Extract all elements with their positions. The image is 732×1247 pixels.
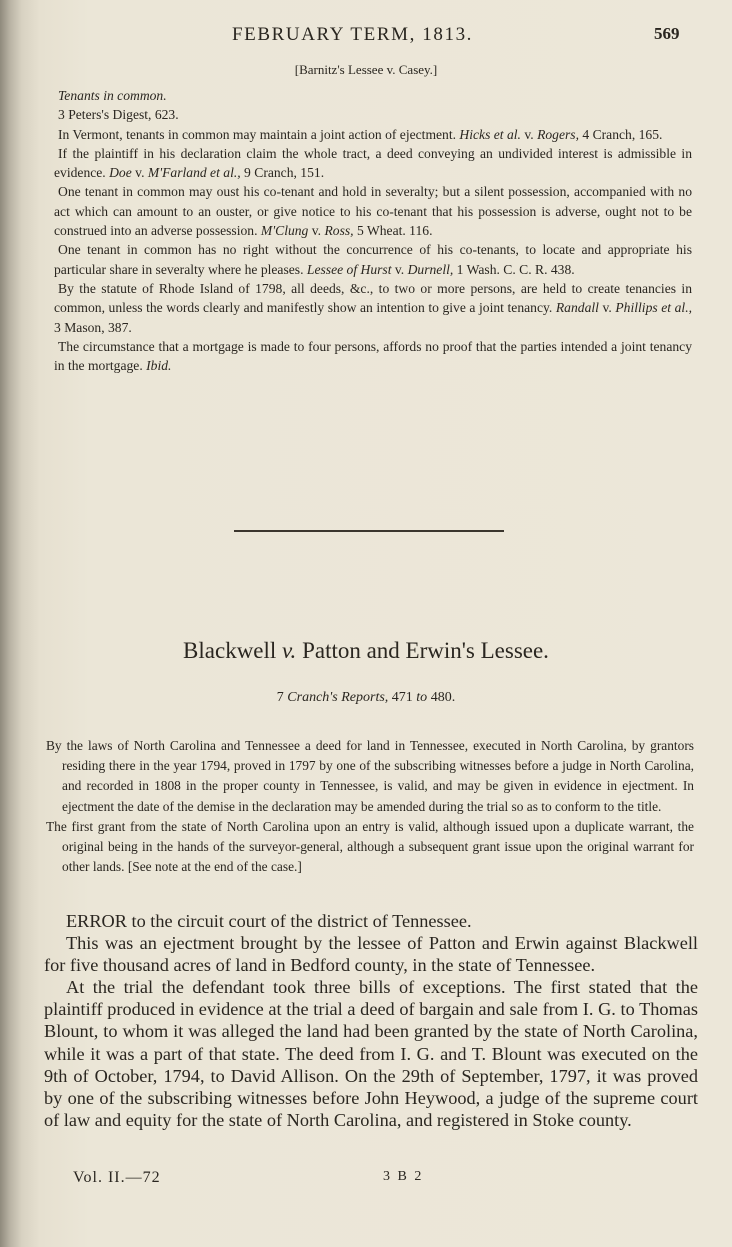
case-party: Lessee of Hurst: [306, 261, 392, 277]
cite-reporter: Cranch's Reports,: [287, 690, 389, 705]
volume-marker: Vol. II.—72: [73, 1169, 161, 1186]
page-footer: [0, 1167, 732, 1197]
syllabus: [46, 736, 694, 877]
note-text: If the plaintiff in his declaration claim the whole tract, a deed conveying an undivided interest is admissible in evidence.: [54, 145, 692, 181]
case-title: [0, 638, 732, 664]
page-number: 569: [654, 24, 680, 43]
body-paragraph: At the trial the defendant took three bills of exceptions. The first stated that the plaintiff produced in evidence at the trial a deed of bargain and sale from I. G. to Thomas Blount, to whom it was alleged the land had been granted by the state of North Carolina, while it was a part of that state. The deed from I. G. and T. Blount was executed on the 9th of October, 1794, to David Allison. On the 29th of September, 1797, it was proved by one of the subscribing witnesses before John Heywood, a judge of the supreme court of law and equity for the state of North Carolina, and registered in Stoke county.: [44, 977, 698, 1130]
note-declaration: [54, 144, 692, 183]
case-citation: 4 Cranch, 165.: [578, 126, 663, 142]
note-text: The circumstance that a mortgage is made to four persons, affords no proof that the parties intended a joint tenancy in the mortgage.: [54, 338, 692, 374]
note-mortgage: [54, 337, 692, 376]
case-party: Durnell,: [407, 261, 454, 277]
note-text: In Vermont, tenants in common may maintain a joint action of ejectment.: [58, 126, 460, 142]
case-versus: v.: [131, 165, 148, 181]
note-vermont: [54, 125, 692, 144]
case-body: [44, 910, 698, 1131]
body-paragraph: This was an ejectment brought by the lessee of Patton and Erwin against Blackwell for five thousand acres of land in Bedford county, in the state of Tennessee.: [44, 933, 698, 976]
case-citation: 3 Mason, 387.: [54, 319, 132, 335]
case-title-party: Blackwell: [183, 638, 283, 663]
case-party: Ross,: [324, 223, 354, 239]
case-versus: v.: [520, 126, 538, 142]
case-party: Randall: [555, 300, 599, 316]
body-paragraph: ERROR to the circuit court of the district of Tennessee.: [66, 911, 472, 931]
note-heading-text: Tenants in common.: [58, 88, 167, 103]
case-citation-ibid: Ibid.: [146, 358, 172, 374]
running-title: FEBRUARY TERM, 1813.: [232, 24, 474, 45]
case-party: Hicks et al.: [459, 126, 521, 142]
case-versus: v.: [391, 261, 408, 277]
syllabus-paragraph: By the laws of North Carolina and Tennessee a deed for land in Tennessee, executed in North Carolina, by grantors residing there in the year 1794, proved in 1797 by one of the subscribing witnesses before a judge in North Carolina, and recorded in 1808 in the proper county in Tennessee, is valid, and may be given in evidence in ejectment. In ejectment the date of the demise in the declaration may be amended during the trial so as to conform to the title.: [46, 738, 694, 814]
case-citation: 1 Wash. C. C. R. 438.: [453, 261, 575, 277]
note-rhode-island: [54, 279, 692, 337]
cite-start-page: 471: [388, 690, 417, 705]
case-citation: 5 Wheat. 116.: [353, 223, 433, 239]
case-party: M'Farland et al.,: [147, 165, 241, 181]
case-versus: v.: [598, 300, 616, 316]
note-text: One tenant in common may oust his co-tenant and hold in severalty; but a silent possession, accompanied with no act which can amount to an ouster, or give notice to his co-tenant that his possession is adverse, ought not to be construed into an adverse possession.: [54, 184, 692, 239]
reporter-citation: [0, 690, 732, 706]
case-title-party: Patton and Erwin's Lessee.: [296, 638, 549, 663]
note-text: By the statute of Rhode Island of 1798, all deeds, &c., to two or more persons, are held to create tenancies in common, unless the words clearly and manifestly show an intention to give a joint tenancy.: [54, 280, 692, 316]
case-party: Phillips et al.,: [615, 300, 692, 316]
cite-to: to: [416, 690, 428, 705]
page-header: [0, 20, 732, 50]
case-party: Rogers,: [537, 126, 579, 142]
note-heading: [54, 86, 692, 105]
case-citation: 9 Cranch, 151.: [240, 165, 325, 181]
syllabus-paragraph: The first grant from the state of North Carolina upon an entry is valid, although issued upon a duplicate warrant, the original being in the hands of the surveyor-general, although a subsequent grant issue upon the original warrant for other lands. [See note at the end of the case.]: [46, 818, 694, 875]
annotation-notes: [54, 86, 692, 375]
case-title-versus: v.: [282, 638, 297, 663]
cite-end-page: 480.: [427, 690, 456, 705]
section-divider: [234, 530, 504, 532]
case-versus: v.: [308, 223, 325, 239]
case-party: M'Clung: [260, 223, 309, 239]
note-digest-reference: 3 Peters's Digest, 623.: [58, 107, 179, 123]
case-caption: [Barnitz's Lessee v. Casey.]: [294, 62, 438, 77]
case-party: Doe: [109, 165, 132, 181]
note-text: One tenant in common has no right without the concurrence of his co-tenants, to locate and appropriate his particular share in severalty where he pleases.: [54, 242, 692, 277]
cite-volume: 7: [276, 690, 288, 705]
signature-mark: 3 B 2: [383, 1169, 424, 1184]
note-ouster: [54, 182, 692, 240]
note-severalty: [54, 240, 692, 279]
